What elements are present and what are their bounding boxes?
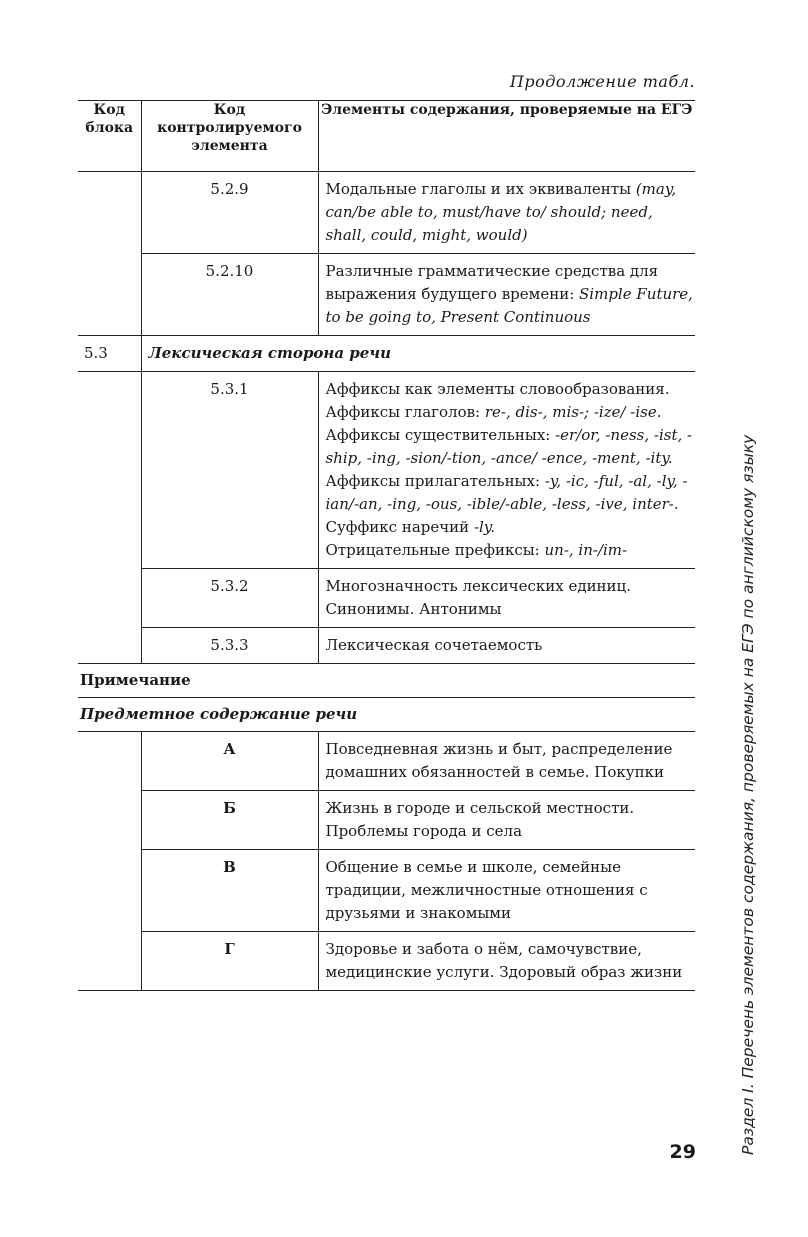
table-row (78, 732, 695, 791)
table-header (78, 101, 695, 172)
header-element-code: Код контролируемого элемента (141, 101, 318, 172)
table-row (78, 628, 695, 664)
table-row (78, 372, 695, 569)
continuation-label: Продолжение табл. (509, 72, 695, 91)
topic-description: Общение в семье и школе, семейные традиции, межличностные отношения с друзьями и знакомыми (318, 850, 695, 932)
topic-description: Повседневная жизнь и быт, распределение домашних обязанностей в семье. Покупки (318, 732, 695, 791)
element-description: Аффиксы как элементы словообразования. Аффиксы глаголов: re-, dis-, mis-; -ize/ -ise. Аффиксы существительных: -er/or, -ness, -ist, -ship, -ing, -sion/-tion, -ance/ -ence, -ment, -ity. Аффиксы прилагательных: -y, -ic, -ful, -al, -ly, -ian/-an, -ing, -ous, -ible/-able, -less, -ive, inter-. Суффикс наречий -ly. Отрицательные префиксы: un-, in-/im- (318, 372, 695, 569)
table-row (78, 850, 695, 932)
element-code: 5.2.9 (141, 172, 318, 254)
table-row (78, 254, 695, 336)
table-row (78, 569, 695, 628)
element-description: Различные грамматические средства для выражения будущего времени: Simple Future, to be going to, Present Continuous (318, 254, 695, 336)
element-code: 5.2.10 (141, 254, 318, 336)
section-side-caption: Раздел I. Перечень элементов содержания, проверяемых на ЕГЭ по английскому языку (739, 434, 757, 1155)
element-description: Лексическая сочетаемость (318, 628, 695, 664)
topic-description: Здоровье и забота о нём, самочувствие, медицинские услуги. Здоровый образ жизни (318, 932, 695, 991)
section-row (78, 336, 695, 372)
element-description: Многозначность лексических единиц. Синонимы. Антонимы (318, 569, 695, 628)
subject-title-row (78, 698, 695, 732)
element-code: 5.3.1 (141, 372, 318, 569)
section-code: 5.3 (78, 336, 141, 372)
section-title: Лексическая сторона речи (141, 336, 695, 372)
page-number: 29 (669, 1141, 696, 1163)
table-row (78, 172, 695, 254)
header-block-code: Код блока (78, 101, 141, 172)
topic-letter: Б (141, 791, 318, 850)
content-table (78, 100, 695, 991)
header-content-elements: Элементы содержания, проверяемые на ЕГЭ (318, 101, 695, 172)
topic-description: Жизнь в городе и сельской местности. Проблемы города и села (318, 791, 695, 850)
topic-letter: А (141, 732, 318, 791)
subject-title: Предметное содержание речи (78, 698, 695, 732)
element-code: 5.3.2 (141, 569, 318, 628)
note-label: Примечание (78, 664, 695, 698)
topic-letter: В (141, 850, 318, 932)
element-description: Модальные глаголы и их эквиваленты (may, can/be able to, must/have to/ should; need, shall, could, might, would) (318, 172, 695, 254)
note-row (78, 664, 695, 698)
table-row (78, 791, 695, 850)
element-code: 5.3.3 (141, 628, 318, 664)
topic-letter: Г (141, 932, 318, 991)
table-row (78, 932, 695, 991)
